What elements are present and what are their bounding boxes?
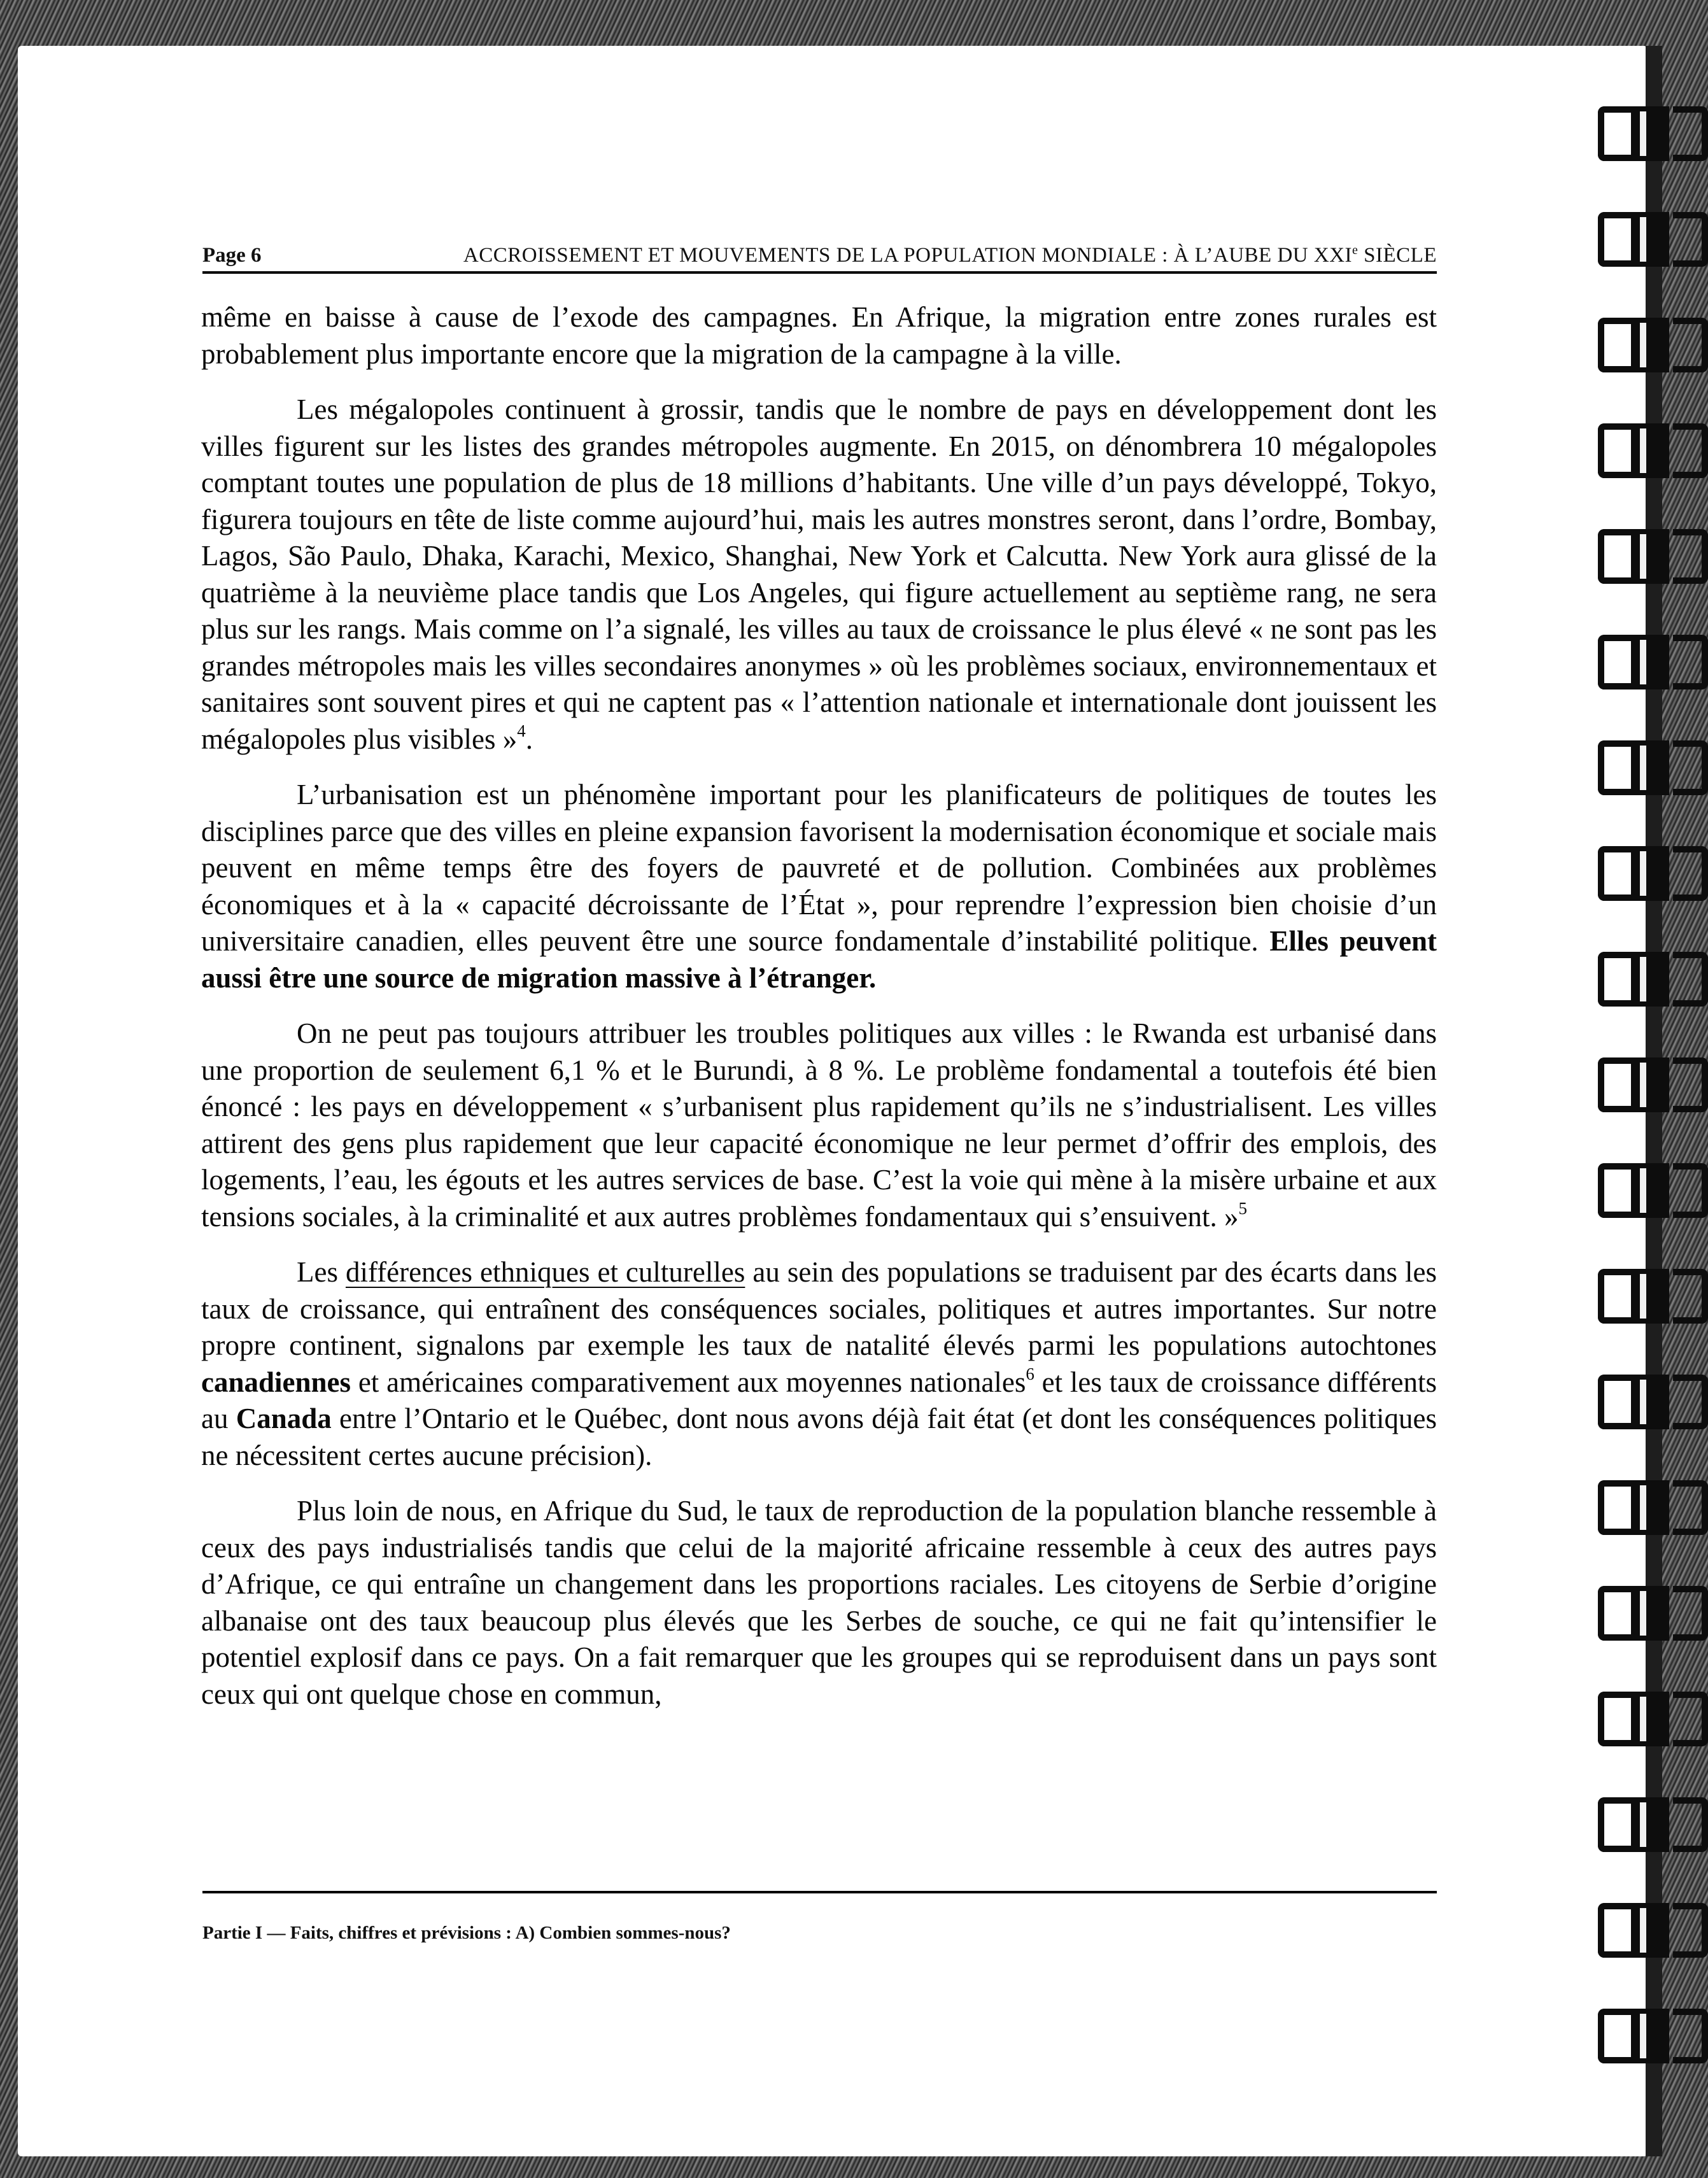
binding-coil [1598, 1797, 1708, 1852]
binding-coil-part [1631, 1375, 1669, 1429]
binding-coil [1598, 1903, 1708, 1958]
paragraph-4-text: On ne peut pas toujours attribuer les troubles politiques aux villes : le Rwanda est urbanisé dans une proportion de seulement 6,1 % et le Burundi, à 8 %. Le problème fondamental a toutefois été bien énoncé : les pays en développement « s’urbanisent plus rapidement qu’ils ne s’industrialisent. Les villes attirent des gens plus rapidement que leur capacité économique ne leur permet d’offrir des emplois, des logements, l’eau, les égouts et les autres services de base. C’est la voie qui mène à la misère urbaine et aux tensions sociales, à la criminalité et aux autres problèmes fondamentaux qui s’ensuivent. » [201, 1017, 1437, 1233]
spiral-binding [1585, 46, 1708, 2156]
binding-coil-part [1673, 1163, 1708, 1218]
binding-coil-part [1631, 952, 1669, 1007]
paragraph-5-text-c: et les taux de croissance différents au [201, 1366, 1437, 1434]
paragraph-5-bold-b: Canada [236, 1403, 332, 1434]
binding-coil-part [1631, 106, 1669, 161]
binding-coil-part [1598, 1903, 1631, 1958]
binding-coil [1598, 212, 1708, 267]
binding-coil-part [1598, 1692, 1631, 1746]
binding-coil-part [1631, 318, 1669, 372]
binding-coil [1598, 846, 1708, 901]
paragraph-5-text-d: entre l’Ontario et le Québec, dont nous avons déjà fait état (et dont les conséquences politiques ne nécessitent certes aucune précision). [201, 1403, 1437, 1471]
paragraph-5-bold-a: canadiennes [201, 1366, 351, 1398]
paragraph-2-text: Les mégalopoles continuent à grossir, tandis que le nombre de pays en développement dont les villes figurent sur les listes des grandes métropoles augmente. En 2015, on dénombrera 10 mégalopoles comptant toutes une population de plus de 18 millions d’habitants. Une ville d’un pays développé, Tokyo, figurera toujours en tête de liste comme aujourd’hui, mais les autres monstres seront, dans l’ordre, Bombay, Lagos, São Paulo, Dhaka, Karachi, Mexico, Shanghai, New York et Calcutta. New York aura glissé de la quatrième à la neuvième place tandis que Los Angeles, qui figure actuellement au septième rang, ne sera plus sur les rangs. Mais comme on l’a signalé, les villes au taux de croissance le plus élevé « ne sont pas les grandes métropoles mais les villes secondaires anonymes » où les problèmes sociaux, environnementaux et sanitaires sont souvent pires et qui ne captent pas « l’attention nationale et internationale dont jouissent les mégalopoles plus visibles » [201, 393, 1437, 755]
paragraph-6 [201, 1493, 1437, 1713]
binding-coil-part [1631, 1586, 1669, 1641]
binding-coil-part [1631, 1057, 1669, 1112]
binding-coil-part [1598, 318, 1631, 372]
binding-coil-part [1673, 1903, 1708, 1958]
paragraph-5-text-a: au sein des populations se traduisent par des écarts dans les taux de croissance, qui entraînent des conséquences sociales, politiques et autres importantes. Sur notre propre continent, signalons par exemple les taux de natalité élevés parmi les populations autochtones [201, 1256, 1437, 1361]
binding-coil-part [1631, 635, 1669, 689]
binding-coil-part [1673, 212, 1708, 267]
running-title [463, 243, 1437, 267]
binding-coil-part [1631, 2009, 1669, 2063]
binding-coil-part [1673, 423, 1708, 478]
binding-coil-part [1598, 423, 1631, 478]
footnote-marker-5: 5 [1238, 1198, 1248, 1218]
binding-coil [1598, 2009, 1708, 2063]
paragraph-3 [201, 777, 1437, 996]
binding-coil-part [1598, 1480, 1631, 1535]
page-number: Page 6 [202, 244, 262, 267]
paragraph-6-text: Plus loin de nous, en Afrique du Sud, le taux de reproduction de la population blanche ressemble à ceux des pays industrialisés tandis que celui de la majorité africaine ressemble à ceux des autres pays d’Afrique, ce qui entraîne un changement dans les proportions raciales. Les citoyens de Serbie d’origine albanaise ont des taux beaucoup plus élevés que les Serbes de souche, ce qui ne fait qu’intensifier le potentiel explosif dans ce pays. On a fait remarquer que les groupes qui se reproduisent dans un pays sont ceux qui ont quelque chose en commun, [201, 1495, 1437, 1710]
binding-coil [1598, 740, 1708, 795]
binding-coil-part [1673, 952, 1708, 1007]
binding-coil [1598, 1057, 1708, 1112]
binding-coil-part [1673, 635, 1708, 689]
binding-coil [1598, 529, 1708, 584]
binding-coil [1598, 1269, 1708, 1324]
page-header [202, 237, 1437, 274]
binding-coil [1598, 1375, 1708, 1429]
binding-coil [1598, 318, 1708, 372]
binding-coil-part [1598, 1375, 1631, 1429]
binding-coil-part [1631, 740, 1669, 795]
binding-coil-part [1673, 1057, 1708, 1112]
binding-coil-part [1673, 1375, 1708, 1429]
binding-coil-part [1673, 318, 1708, 372]
binding-coil [1598, 106, 1708, 161]
paragraph-5-lead: Les [297, 1256, 346, 1288]
binding-coil-part [1673, 2009, 1708, 2063]
binding-coil-part [1631, 1480, 1669, 1535]
binding-coil-part [1598, 740, 1631, 795]
binding-coil-part [1631, 212, 1669, 267]
paragraph-5-text-b: et américaines comparativement aux moyennes nationales [351, 1366, 1026, 1398]
binding-coil [1598, 423, 1708, 478]
binding-coil-part [1631, 1163, 1669, 1218]
paragraph-4 [201, 1015, 1437, 1235]
binding-coil-part [1598, 952, 1631, 1007]
binding-coil-part [1598, 212, 1631, 267]
binding-coil-part [1598, 1057, 1631, 1112]
binding-coil-part [1673, 1797, 1708, 1852]
paragraph-5-underlined: différences ethniques et culturelles [345, 1256, 745, 1288]
binding-coil-part [1598, 1797, 1631, 1852]
footer-rule [202, 1891, 1437, 1893]
paragraph-5 [201, 1254, 1437, 1474]
binding-coil-part [1631, 423, 1669, 478]
paragraph-1 [201, 299, 1437, 372]
paragraph-1-text: même en baisse à cause de l’exode des campagnes. En Afrique, la migration entre zones rurales est probablement plus importante encore que la migration de la campagne à la ville. [201, 301, 1437, 370]
binding-coil-part [1631, 846, 1669, 901]
binding-coil-part [1598, 529, 1631, 584]
binding-coil-part [1673, 740, 1708, 795]
binding-coil [1598, 635, 1708, 689]
binding-coil-part [1631, 1797, 1669, 1852]
paragraph-2-end: . [525, 723, 533, 755]
binding-coil-part [1631, 1692, 1669, 1746]
running-title-end: SIÈCLE [1358, 244, 1437, 267]
binding-coil-part [1598, 1163, 1631, 1218]
running-title-superscript: e [1352, 243, 1359, 257]
paragraph-3-text: L’urbanisation est un phénomène important pour les planificateurs de politiques de toutes les disciplines parce que des villes en pleine expansion favorisent la modernisation économique et sociale mais peuvent en même temps être des foyers de pauvreté et de pollution. Combinées aux problèmes économiques et à la « capacité décroissante de l’État », pour reprendre l’expression bien choisie d’un universitaire canadien, elles peuvent être une source fondamentale d’instabilité politique. [201, 779, 1437, 957]
binding-coil [1598, 1480, 1708, 1535]
binding-coil [1598, 1692, 1708, 1746]
binding-coil-part [1673, 1269, 1708, 1324]
body-text [201, 299, 1437, 1732]
binding-coil-part [1631, 1903, 1669, 1958]
paragraph-2 [201, 392, 1437, 758]
binding-coil-part [1673, 1692, 1708, 1746]
binding-coil-part [1598, 1586, 1631, 1641]
binding-coil-part [1673, 1480, 1708, 1535]
binding-coil-part [1598, 106, 1631, 161]
footnote-marker-6: 6 [1026, 1364, 1034, 1383]
binding-coil-part [1673, 106, 1708, 161]
binding-coil-part [1631, 1269, 1669, 1324]
binding-coil-part [1673, 529, 1708, 584]
running-title-main: ACCROISSEMENT ET MOUVEMENTS DE LA POPULATION MONDIALE : À L’AUBE DU XXI [463, 244, 1353, 267]
binding-coil-part [1598, 846, 1631, 901]
binding-coil-part [1598, 2009, 1631, 2063]
binding-coil-part [1673, 846, 1708, 901]
footer-text: Partie I — Faits, chiffres et prévisions : A) Combien sommes-nous? [202, 1923, 731, 1943]
binding-coil [1598, 1586, 1708, 1641]
binding-coil-part [1598, 1269, 1631, 1324]
binding-coil [1598, 1163, 1708, 1218]
binding-coil [1598, 952, 1708, 1007]
footnote-marker-4: 4 [517, 721, 526, 740]
binding-coil-part [1631, 529, 1669, 584]
binding-coil-part [1673, 1586, 1708, 1641]
binding-coil-part [1598, 635, 1631, 689]
paragraph-3-bold: Elles peuvent aussi être une source de migration massive à l’étranger. [201, 925, 1437, 994]
